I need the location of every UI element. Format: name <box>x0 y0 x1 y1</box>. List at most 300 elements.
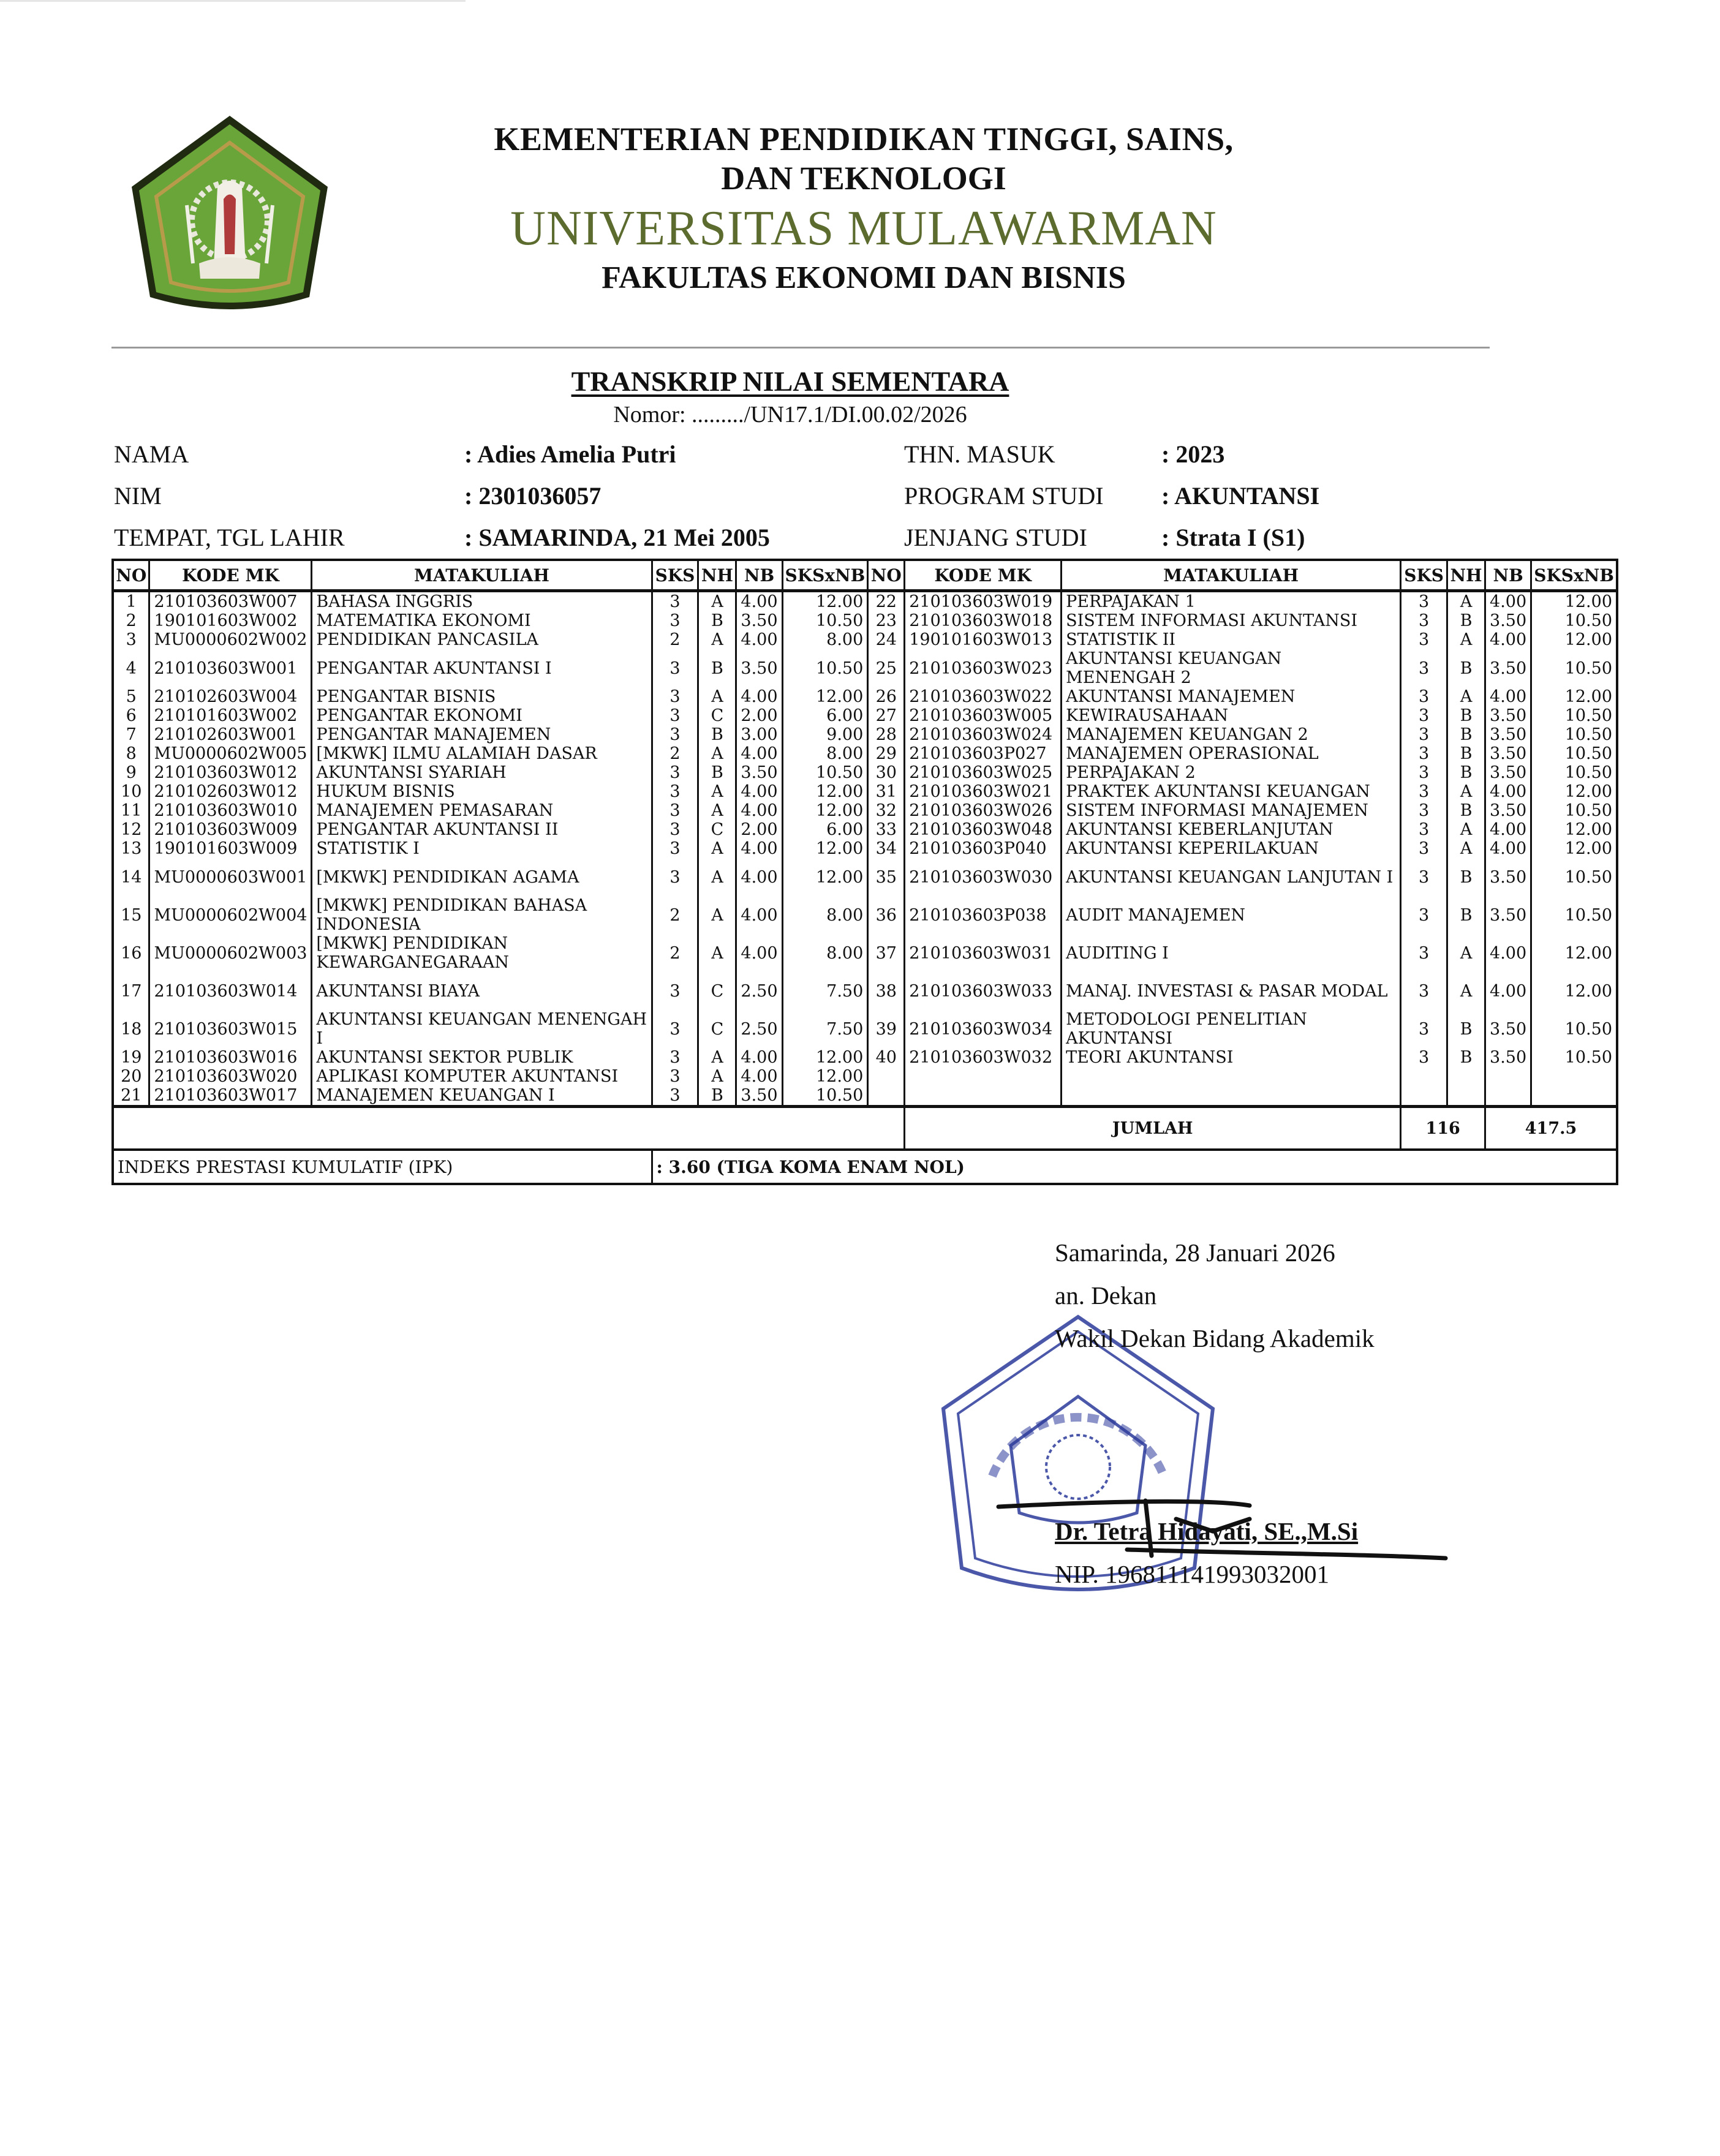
cell-total: 10.50 <box>782 1086 868 1107</box>
table-row <box>113 896 1617 934</box>
cell-sks: 3 <box>1401 744 1447 763</box>
cell-course: PENGANTAR MANAJEMEN <box>312 725 652 744</box>
cell-sks: 3 <box>652 972 698 1010</box>
table-row <box>113 934 1617 972</box>
cell-nb: 4.00 <box>736 782 782 801</box>
cell-nh: A <box>698 934 736 972</box>
cell-course: PENGANTAR BISNIS <box>312 687 652 706</box>
cell-total: 10.50 <box>1531 1048 1617 1067</box>
cell-course: MANAJEMEN KEUANGAN 2 <box>1062 725 1401 744</box>
cell-course: AKUNTANSI KEBERLANJUTAN <box>1062 820 1401 839</box>
document-number: Nomor: ........./UN17.1/DI.00.02/2026 <box>613 402 967 428</box>
table-row <box>113 839 1617 858</box>
cell-total: 12.00 <box>1531 630 1617 649</box>
cell-code: 210103603W024 <box>905 725 1062 744</box>
cell-course: SISTEM INFORMASI AKUNTANSI <box>1062 611 1401 630</box>
cell-code: 210103603W017 <box>149 1086 312 1107</box>
cell-no: 12 <box>113 820 149 839</box>
cell-nb: 3.50 <box>1485 1010 1531 1048</box>
table-row <box>113 1067 1617 1086</box>
cell-no: 32 <box>868 801 905 820</box>
cell-nb: 3.50 <box>1485 858 1531 896</box>
table-header-row <box>113 560 1617 591</box>
cell-sks: 3 <box>1401 972 1447 1010</box>
cell-course: MATEMATIKA EKONOMI <box>312 611 652 630</box>
cell-sks: 3 <box>1401 611 1447 630</box>
cell-sks: 3 <box>1401 591 1447 612</box>
cell-code: 210103603W031 <box>905 934 1062 972</box>
signature-block <box>1055 1231 1375 1596</box>
cell-no: 29 <box>868 744 905 763</box>
cell-no: 40 <box>868 1048 905 1067</box>
cell-nh: A <box>1447 972 1485 1010</box>
table-row <box>113 687 1617 706</box>
cell-course: AUDITING I <box>1062 934 1401 972</box>
cell-code: 210103603W020 <box>149 1067 312 1086</box>
cell-sks: 3 <box>652 687 698 706</box>
cell-nh: C <box>698 1010 736 1048</box>
cell-sks: 3 <box>652 649 698 687</box>
cell-course: AKUNTANSI SYARIAH <box>312 763 652 782</box>
level-label: JENJANG STUDI <box>904 524 1087 551</box>
cell-nb <box>1485 1067 1531 1086</box>
cell-code: 210103603W005 <box>905 706 1062 725</box>
cell-nb: 3.50 <box>1485 706 1531 725</box>
cell-total <box>1531 1067 1617 1086</box>
cell-nh: A <box>698 744 736 763</box>
cell-nh: A <box>1447 934 1485 972</box>
cell-course: METODOLOGI PENELITIAN AKUNTANSI <box>1062 1010 1401 1048</box>
cell-code: 210103603W009 <box>149 820 312 839</box>
cell-no: 4 <box>113 649 149 687</box>
cell-nb <box>1485 1086 1531 1107</box>
cell-sks: 3 <box>1401 820 1447 839</box>
cell-no: 20 <box>113 1067 149 1086</box>
cell-total: 6.00 <box>782 706 868 725</box>
cell-nb: 4.00 <box>736 1067 782 1086</box>
cell-nh: B <box>698 649 736 687</box>
cell-sks: 3 <box>652 1048 698 1067</box>
cell-total: 12.00 <box>782 839 868 858</box>
cell-course: [MKWK] ILMU ALAMIAH DASAR <box>312 744 652 763</box>
cell-total <box>1531 1086 1617 1107</box>
table-row <box>113 725 1617 744</box>
cell-total: 7.50 <box>782 972 868 1010</box>
cell-total: 10.50 <box>1531 801 1617 820</box>
cell-nb: 4.00 <box>736 687 782 706</box>
cell-total: 12.00 <box>1531 687 1617 706</box>
cell-sks: 3 <box>652 1067 698 1086</box>
cell-nh: A <box>1447 820 1485 839</box>
header-code: KODE MK <box>149 560 312 591</box>
ministry-line-2: DAN TEKNOLOGI <box>721 160 1006 197</box>
cell-nh: A <box>1447 591 1485 612</box>
cell-course: MANAJEMEN KEUANGAN I <box>312 1086 652 1107</box>
gpa-value: : 3.60 (TIGA KOMA ENAM NOL) <box>652 1150 1617 1184</box>
birth-label: TEMPAT, TGL LAHIR <box>114 524 345 551</box>
cell-no <box>868 1086 905 1107</box>
cell-course: PENGANTAR AKUNTANSI II <box>312 820 652 839</box>
cell-sks: 3 <box>652 1010 698 1048</box>
cell-total: 12.00 <box>782 1048 868 1067</box>
cell-code: 210103603W025 <box>905 763 1062 782</box>
cell-no: 2 <box>113 611 149 630</box>
cell-code: 210103603W016 <box>149 1048 312 1067</box>
cell-sks: 3 <box>652 763 698 782</box>
cell-nh: A <box>698 858 736 896</box>
cell-sks <box>1401 1086 1447 1107</box>
cell-total: 10.50 <box>1531 744 1617 763</box>
table-row <box>113 763 1617 782</box>
cell-total: 12.00 <box>1531 934 1617 972</box>
cell-sks: 3 <box>652 839 698 858</box>
cell-nh: B <box>1447 725 1485 744</box>
cell-code <box>905 1067 1062 1086</box>
ministry-line-1: KEMENTERIAN PENDIDIKAN TINGGI, SAINS, <box>494 121 1234 157</box>
cell-course: AKUNTANSI KEUANGAN LANJUTAN I <box>1062 858 1401 896</box>
gpa-row <box>113 1150 1617 1184</box>
table-row <box>113 1010 1617 1048</box>
cell-nh: A <box>1447 687 1485 706</box>
grades-table <box>111 559 1618 1185</box>
cell-code: 210103603W014 <box>149 972 312 1010</box>
cell-code: 210102603W001 <box>149 725 312 744</box>
cell-course: AKUNTANSI KEPERILAKUAN <box>1062 839 1401 858</box>
cell-nb: 3.50 <box>1485 744 1531 763</box>
cell-code: 210101603W002 <box>149 706 312 725</box>
header-divider <box>111 347 1490 349</box>
cell-nh: C <box>698 706 736 725</box>
cell-no: 6 <box>113 706 149 725</box>
cell-code: 210103603W048 <box>905 820 1062 839</box>
cell-nb: 2.50 <box>736 1010 782 1048</box>
cell-nh: B <box>1447 1010 1485 1048</box>
cell-sks: 3 <box>1401 1010 1447 1048</box>
cell-nh: B <box>698 611 736 630</box>
cell-sks: 3 <box>1401 896 1447 934</box>
cell-nb: 3.50 <box>1485 1048 1531 1067</box>
cell-nh: B <box>1447 744 1485 763</box>
cell-code: 210103603W033 <box>905 972 1062 1010</box>
cell-no: 31 <box>868 782 905 801</box>
cell-code: 210103603W022 <box>905 687 1062 706</box>
table-row <box>113 1048 1617 1067</box>
cell-no: 3 <box>113 630 149 649</box>
cell-total: 7.50 <box>782 1010 868 1048</box>
cell-nb: 3.50 <box>1485 763 1531 782</box>
cell-no: 27 <box>868 706 905 725</box>
cell-total: 12.00 <box>1531 591 1617 612</box>
cell-no: 24 <box>868 630 905 649</box>
cell-code: 210103603P027 <box>905 744 1062 763</box>
cell-no: 34 <box>868 839 905 858</box>
cell-nh: B <box>1447 763 1485 782</box>
table-row <box>113 972 1617 1010</box>
table-row <box>113 630 1617 649</box>
header-sksxnb: SKSxNB <box>782 560 868 591</box>
cell-nb: 3.50 <box>736 763 782 782</box>
total-label: JUMLAH <box>905 1107 1401 1150</box>
cell-nb: 4.00 <box>736 591 782 612</box>
cell-course: [MKWK] PENDIDIKAN AGAMA <box>312 858 652 896</box>
table-row <box>113 1086 1617 1107</box>
cell-course: PENGANTAR AKUNTANSI I <box>312 649 652 687</box>
header-nh: NH <box>698 560 736 591</box>
cell-code: MU0000603W001 <box>149 858 312 896</box>
cell-course: [MKWK] PENDIDIKAN KEWARGANEGARAAN <box>312 934 652 972</box>
cell-no: 14 <box>113 858 149 896</box>
cell-code: 210103603W019 <box>905 591 1062 612</box>
cell-sks: 3 <box>652 591 698 612</box>
letterhead <box>392 119 1335 300</box>
cell-code: 210103603W032 <box>905 1048 1062 1067</box>
cell-nb: 4.00 <box>1485 820 1531 839</box>
cell-nh: A <box>698 687 736 706</box>
cell-no: 11 <box>113 801 149 820</box>
header-no: NO <box>113 560 149 591</box>
cell-nh: B <box>1447 1048 1485 1067</box>
cell-total: 10.50 <box>1531 611 1617 630</box>
cell-sks <box>1401 1067 1447 1086</box>
cell-total: 9.00 <box>782 725 868 744</box>
study-level: : Strata I (S1) <box>1161 524 1305 551</box>
cell-course: AUDIT MANAJEMEN <box>1062 896 1401 934</box>
cell-total: 10.50 <box>1531 858 1617 896</box>
cell-sks: 3 <box>652 858 698 896</box>
cell-nb: 4.00 <box>1485 687 1531 706</box>
cell-sks: 3 <box>652 706 698 725</box>
cell-total: 10.50 <box>782 763 868 782</box>
cell-code: MU0000602W005 <box>149 744 312 763</box>
cell-no: 8 <box>113 744 149 763</box>
cell-nb: 3.50 <box>1485 611 1531 630</box>
header-sks: SKS <box>1401 560 1447 591</box>
cell-nh: A <box>698 1048 736 1067</box>
cell-no: 1 <box>113 591 149 612</box>
cell-nb: 3.50 <box>736 611 782 630</box>
cell-sks: 3 <box>1401 763 1447 782</box>
signer-position: Wakil Dekan Bidang Akademik <box>1055 1324 1375 1352</box>
cell-course: AKUNTANSI KEUANGAN MENENGAH 2 <box>1062 649 1401 687</box>
cell-sks: 3 <box>1401 630 1447 649</box>
cell-code: 210103603P040 <box>905 839 1062 858</box>
cell-code: 210103603W026 <box>905 801 1062 820</box>
cell-course: STATISTIK I <box>312 839 652 858</box>
study-program: : AKUNTANSI <box>1161 482 1320 510</box>
cell-nh: B <box>1447 706 1485 725</box>
cell-sks: 3 <box>652 820 698 839</box>
cell-total: 10.50 <box>1531 896 1617 934</box>
cell-nh: B <box>1447 611 1485 630</box>
cell-code: 190101603W013 <box>905 630 1062 649</box>
gpa-label: INDEKS PRESTASI KUMULATIF (IPK) <box>113 1150 652 1184</box>
cell-sks: 2 <box>652 744 698 763</box>
cell-total: 8.00 <box>782 744 868 763</box>
signer-name: Dr. Tetra Hidayati, SE.,M.Si <box>1055 1517 1359 1545</box>
header-no: NO <box>868 560 905 591</box>
birth-place-date: : SAMARINDA, 21 Mei 2005 <box>464 524 770 551</box>
name-label: NAMA <box>114 440 189 468</box>
cell-nb: 2.00 <box>736 820 782 839</box>
table-row <box>113 744 1617 763</box>
table-row <box>113 706 1617 725</box>
cell-total: 10.50 <box>1531 706 1617 725</box>
cell-nh: A <box>698 630 736 649</box>
cell-nb: 3.50 <box>736 649 782 687</box>
cell-nb: 4.00 <box>1485 839 1531 858</box>
header-course: MATAKULIAH <box>312 560 652 591</box>
cell-nh: A <box>1447 839 1485 858</box>
cell-code: 210103603W001 <box>149 649 312 687</box>
cell-nb: 4.00 <box>736 744 782 763</box>
cell-nb: 4.00 <box>1485 591 1531 612</box>
cell-nb: 4.00 <box>1485 630 1531 649</box>
cell-course: MANAJEMEN OPERASIONAL <box>1062 744 1401 763</box>
total-spacer <box>113 1107 905 1150</box>
header-nb: NB <box>736 560 782 591</box>
entry-year: : 2023 <box>1161 440 1225 468</box>
cell-no: 25 <box>868 649 905 687</box>
cell-nh: B <box>1447 896 1485 934</box>
cell-no: 33 <box>868 820 905 839</box>
cell-code: MU0000602W004 <box>149 896 312 934</box>
cell-total: 12.00 <box>782 687 868 706</box>
cell-course: KEWIRAUSAHAAN <box>1062 706 1401 725</box>
faculty-name: FAKULTAS EKONOMI DAN BISNIS <box>602 260 1126 295</box>
document-title: TRANSKRIP NILAI SEMENTARA <box>571 366 1009 397</box>
student-name: : Adies Amelia Putri <box>464 440 676 468</box>
cell-nb: 3.50 <box>1485 801 1531 820</box>
cell-sks: 3 <box>1401 858 1447 896</box>
cell-no: 5 <box>113 687 149 706</box>
cell-course <box>1062 1067 1401 1086</box>
cell-code: 210103603W007 <box>149 591 312 612</box>
cell-nh: A <box>698 1067 736 1086</box>
on-behalf: an. Dekan <box>1055 1281 1157 1310</box>
cell-sks: 3 <box>652 725 698 744</box>
cell-total: 12.00 <box>782 801 868 820</box>
program-label: PROGRAM STUDI <box>904 482 1104 510</box>
cell-total: 12.00 <box>782 1067 868 1086</box>
cell-no: 36 <box>868 896 905 934</box>
cell-nh: B <box>698 763 736 782</box>
cell-nb: 3.50 <box>1485 896 1531 934</box>
cell-total: 10.50 <box>782 611 868 630</box>
cell-no: 9 <box>113 763 149 782</box>
cell-code: 210102603W012 <box>149 782 312 801</box>
total-row <box>113 1107 1617 1150</box>
cell-nb: 4.00 <box>736 1048 782 1067</box>
cell-code: 190101603W009 <box>149 839 312 858</box>
cell-no: 22 <box>868 591 905 612</box>
cell-sks: 3 <box>652 782 698 801</box>
cell-sks: 2 <box>652 934 698 972</box>
cell-nh <box>1447 1067 1485 1086</box>
cell-course: PENDIDIKAN PANCASILA <box>312 630 652 649</box>
table-row <box>113 611 1617 630</box>
cell-no: 38 <box>868 972 905 1010</box>
table-row <box>113 858 1617 896</box>
cell-course: BAHASA INGGRIS <box>312 591 652 612</box>
cell-sks: 3 <box>1401 649 1447 687</box>
cell-nh: A <box>698 591 736 612</box>
cell-no: 30 <box>868 763 905 782</box>
cell-total: 10.50 <box>1531 649 1617 687</box>
cell-total: 12.00 <box>1531 782 1617 801</box>
nim-label: NIM <box>114 482 162 510</box>
cell-code: MU0000602W002 <box>149 630 312 649</box>
cell-nb: 4.00 <box>736 858 782 896</box>
cell-course: PENGANTAR EKONOMI <box>312 706 652 725</box>
total-sks: 116 <box>1401 1107 1485 1150</box>
cell-total: 8.00 <box>782 630 868 649</box>
cell-nb: 4.00 <box>736 801 782 820</box>
cell-no: 19 <box>113 1048 149 1067</box>
cell-nb: 4.00 <box>736 896 782 934</box>
cell-nb: 4.00 <box>1485 972 1531 1010</box>
cell-no: 23 <box>868 611 905 630</box>
cell-code: 190101603W002 <box>149 611 312 630</box>
table-row <box>113 649 1617 687</box>
header-code: KODE MK <box>905 560 1062 591</box>
cell-course: PRAKTEK AKUNTANSI KEUANGAN <box>1062 782 1401 801</box>
cell-course: TEORI AKUNTANSI <box>1062 1048 1401 1067</box>
cell-sks: 3 <box>1401 706 1447 725</box>
cell-nh: B <box>1447 801 1485 820</box>
cell-nh: A <box>698 896 736 934</box>
table-row <box>113 820 1617 839</box>
cell-course: MANAJEMEN PEMASARAN <box>312 801 652 820</box>
cell-nh: B <box>1447 649 1485 687</box>
cell-code: 210103603W018 <box>905 611 1062 630</box>
cell-no: 26 <box>868 687 905 706</box>
cell-sks: 3 <box>1401 801 1447 820</box>
cell-no <box>868 1067 905 1086</box>
cell-nh: A <box>698 801 736 820</box>
header-nb: NB <box>1485 560 1531 591</box>
cell-nb: 3.50 <box>736 1086 782 1107</box>
cell-code: 210103603W021 <box>905 782 1062 801</box>
cell-sks: 3 <box>1401 687 1447 706</box>
cell-total: 10.50 <box>782 649 868 687</box>
cell-sks: 3 <box>652 611 698 630</box>
cell-total: 12.00 <box>1531 839 1617 858</box>
cell-nb: 2.00 <box>736 706 782 725</box>
cell-sks: 3 <box>1401 1048 1447 1067</box>
cell-total: 10.50 <box>1531 1010 1617 1048</box>
cell-nb: 4.00 <box>1485 934 1531 972</box>
cell-total: 8.00 <box>782 934 868 972</box>
top-edge-line <box>0 0 466 2</box>
cell-sks: 3 <box>652 1086 698 1107</box>
cell-nh: A <box>1447 630 1485 649</box>
cell-no: 21 <box>113 1086 149 1107</box>
cell-course: AKUNTANSI KEUANGAN MENENGAH I <box>312 1010 652 1048</box>
place-date: Samarinda, 28 Januari 2026 <box>1055 1238 1335 1267</box>
cell-total: 10.50 <box>1531 763 1617 782</box>
cell-course: STATISTIK II <box>1062 630 1401 649</box>
cell-nb: 2.50 <box>736 972 782 1010</box>
cell-sks: 3 <box>1401 934 1447 972</box>
cell-nh: B <box>698 1086 736 1107</box>
cell-course: APLIKASI KOMPUTER AKUNTANSI <box>312 1067 652 1086</box>
cell-nb: 4.00 <box>736 630 782 649</box>
cell-code <box>905 1086 1062 1107</box>
cell-no: 16 <box>113 934 149 972</box>
cell-no: 28 <box>868 725 905 744</box>
cell-nb: 4.00 <box>1485 782 1531 801</box>
table-row <box>113 782 1617 801</box>
